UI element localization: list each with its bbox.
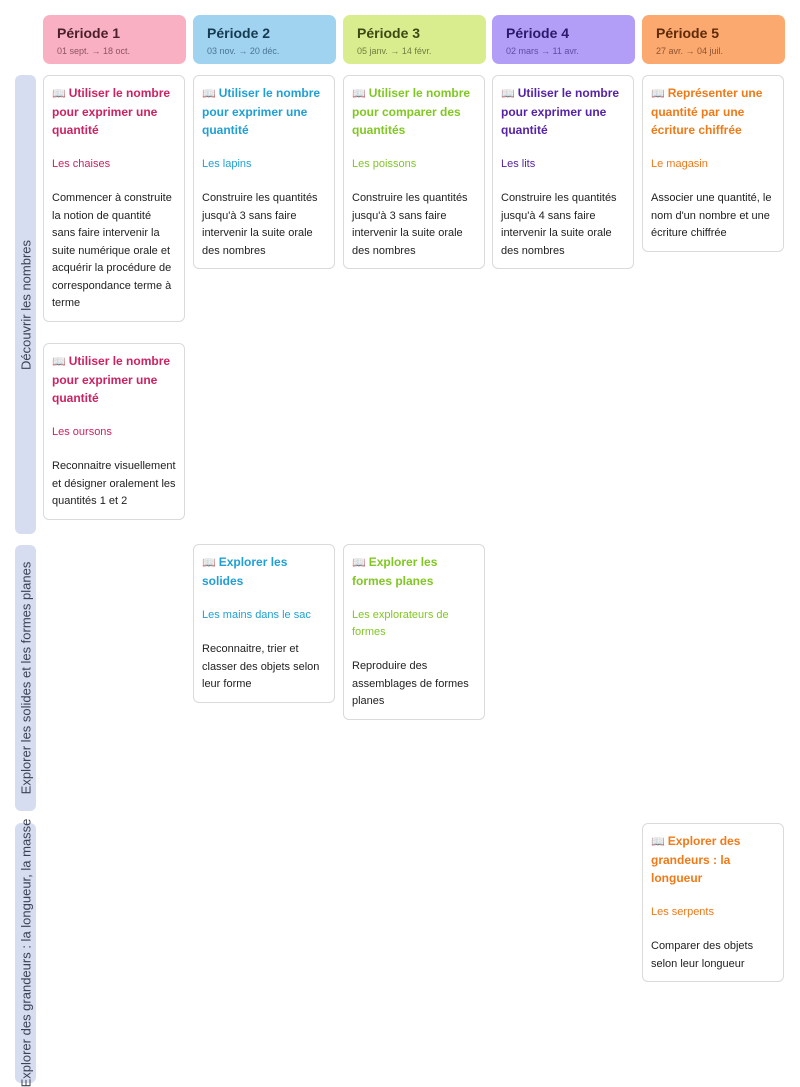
book-icon: 📖	[352, 88, 366, 100]
card-theme: Les oursons	[52, 426, 112, 438]
period-header-4	[492, 15, 635, 64]
book-icon: 📖	[52, 356, 66, 368]
card-description: Construire les quantités jusqu'à 3 sans faire intervenir la suite orale des nombres	[352, 192, 468, 257]
period-title: Période 4	[506, 25, 570, 41]
period-header-5	[642, 15, 785, 64]
period-header-3	[343, 15, 486, 64]
card-title: 📖 Utiliser le nombre pour exprimer une quantité	[52, 86, 171, 137]
card-description: Reproduire des assemblages de formes planes	[352, 660, 469, 707]
book-icon: 📖	[202, 557, 216, 569]
card-title: 📖 Explorer des grandeurs : la longueur	[651, 834, 741, 885]
period-header-2	[193, 15, 336, 64]
sequence-card[interactable]	[43, 75, 185, 322]
card-title: 📖 Utiliser le nombre pour comparer des quantités	[352, 86, 471, 137]
card-theme: Les lapins	[202, 158, 252, 170]
sequence-card[interactable]	[343, 75, 485, 269]
period-title: Période 5	[656, 25, 720, 41]
period-dates: 02 mars → 11 avr.	[506, 46, 579, 56]
row-label: Explorer des grandeurs : la longueur, la masse	[18, 818, 33, 1087]
book-icon: 📖	[651, 88, 665, 100]
sequence-card[interactable]	[642, 823, 784, 982]
sequence-card[interactable]	[492, 75, 634, 269]
row-header-grandeurs	[15, 818, 36, 1087]
sequence-card[interactable]	[43, 343, 185, 520]
sequence-card[interactable]	[343, 544, 485, 720]
card-theme: Les lits	[501, 158, 536, 170]
card-theme: Les explorateurs de formes	[352, 609, 449, 638]
period-dates: 27 avr. → 04 juil.	[656, 46, 724, 56]
book-icon: 📖	[651, 836, 665, 848]
row-label: Explorer les solides et les formes planes	[18, 561, 33, 795]
book-icon: 📖	[352, 557, 366, 569]
card-description: Comparer des objets selon leur longueur	[651, 940, 754, 970]
period-dates: 01 sept. → 18 oct.	[57, 46, 131, 56]
card-description: Associer une quantité, le nom d'un nombre et une écriture chiffrée	[651, 192, 772, 239]
card-title: 📖 Utiliser le nombre pour exprimer une quantité	[52, 354, 171, 405]
book-icon: 📖	[52, 88, 66, 100]
card-title: 📖 Utiliser le nombre pour exprimer une quantité	[202, 86, 321, 137]
book-icon: 📖	[501, 88, 515, 100]
card-theme: Les poissons	[352, 158, 417, 170]
period-dates: 05 janv. → 14 févr.	[357, 46, 432, 56]
card-title: 📖 Utiliser le nombre pour exprimer une quantité	[501, 86, 620, 137]
card-description: Construire les quantités jusqu'à 3 sans faire intervenir la suite orale des nombres	[202, 192, 318, 257]
card-description: Construire les quantités jusqu'à 4 sans faire intervenir la suite orale des nombres	[501, 192, 617, 257]
period-header-1	[43, 15, 186, 64]
sequence-card[interactable]	[193, 544, 335, 703]
card-title: 📖 Explorer les solides	[202, 555, 288, 588]
card-theme: Les serpents	[651, 906, 714, 918]
card-title: 📖 Représenter une quantité par une écriture chiffrée	[651, 86, 763, 137]
period-title: Période 3	[357, 25, 421, 41]
card-theme: Les mains dans le sac	[202, 609, 311, 621]
card-description: Reconnaitre visuellement et désigner oralement les quantités 1 et 2	[52, 460, 176, 507]
card-description: Commencer à construite la notion de quantité sans faire intervenir la suite numérique orale et acquérir la procédure de correspondance terme à terme	[52, 192, 172, 309]
sequence-card[interactable]	[642, 75, 784, 252]
period-title: Période 2	[207, 25, 271, 41]
sequence-card[interactable]	[193, 75, 335, 269]
period-dates: 03 nov. → 20 déc.	[207, 46, 280, 56]
row-label: Découvrir les nombres	[18, 239, 33, 370]
book-icon: 📖	[202, 88, 216, 100]
row-header-nombres	[15, 75, 36, 534]
period-title: Période 1	[57, 25, 121, 41]
card-theme: Le magasin	[651, 158, 708, 170]
card-theme: Les chaises	[52, 158, 111, 170]
row-header-solides-formes	[15, 545, 36, 811]
card-title: 📖 Explorer les formes planes	[352, 555, 438, 588]
card-description: Reconnaitre, trier et classer des objets selon leur forme	[202, 643, 320, 690]
